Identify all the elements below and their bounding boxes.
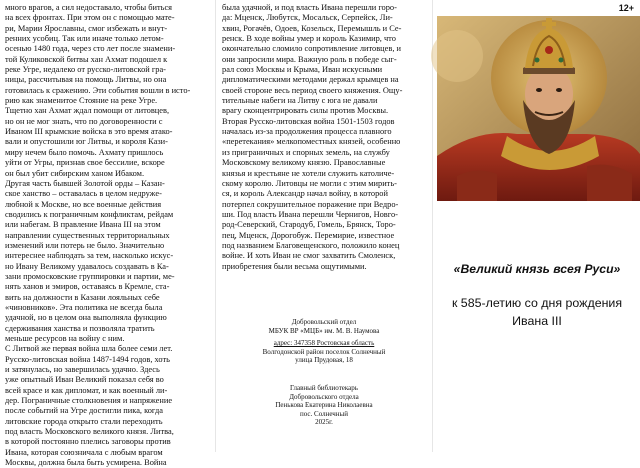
- library-block: [218, 318, 430, 335]
- address-block: [218, 339, 430, 365]
- age-rating-badge: 12+: [618, 3, 634, 13]
- author-name: Пенькова Екатерина Николаевна: [275, 401, 373, 410]
- address-line-3: улица Прудовая, 18: [295, 356, 353, 365]
- publication-year: 2025г.: [315, 418, 333, 427]
- author-department: Добровольского отдела: [289, 392, 359, 401]
- history-text-part2: была удачной, и под власть Ивана перешли горо- да: Мценск, Любутск, Мосальск, Серпейск, Ли- хвин, Рогачёв, Одоев, Козельск, Перемышль и Се- ренск. В ходе войны умер и король Казимир, что окончательно сломило сопротивление литовцев, и они запросили мира. Важную роль в победе сыг- рал союз Москвы и Крыма, Иван искусными дипломатическими методами держал крымцев на своей стороне весь период своего княжения. Ощу- тительные набеги на Литву с юга не давали врагу сконцентрировать силы против Москвы. Вторая Русско-литовская война 1501-1503 годов началась из-за продолжения процесса плавного «перетекания» мелкопоместных князей, особенно из приграничных и спорных земель, на службу Московскому великому князю. Православные князья и крестьяне не хотели служить католиче- скому королю. Литовцы не могли с этим мирить- ся, и король Александр начал войну, в которой потерпел сокрушительное поражение при Ведро- ши. Под власть Ивана перешли Чернигов, Новго- род-Северский, Стародуб, Гомель, Брянск, Торо- пец, Мценск, Дорогобуж. Перемирие, известное под названием Благовещенского, положило конец войне. И хоть Иван не смог захватить Смоленск, приобретения были весьма ощутимыми.: [222, 3, 403, 271]
- publication-place: пос. Солнечный: [300, 409, 348, 418]
- ivan-iii-portrait: [437, 16, 640, 201]
- booklet-title: «Великий князь всея Руси»: [453, 262, 621, 276]
- portrait-illustration: [437, 16, 640, 201]
- org-name: Добровольский отдел: [291, 318, 357, 326]
- booklet-subtitle: [434, 294, 640, 330]
- author-position: Главный библиотекарь: [290, 384, 358, 392]
- org-full-name: МБУК ВР «МЦБ» им. М. В. Наумова: [268, 326, 380, 335]
- fold-line-right: [432, 0, 433, 452]
- ruler-name: Ивана III: [512, 314, 562, 328]
- author-block: [218, 384, 430, 427]
- history-text-part1: много врагов, а сил недоставало, чтобы биться на всех фронтах. При этом он с помощью мате- ри, Марии Ярославны, смог избежать и внут- ренних усобиц. Так или иначе только летом- осенью 1480 года, через сто лет после знамени- той Куликовской битвы хан Ахмат подошел к реке Угре, недалеко от русско-литовской гра- ницы, рассчитывая на помощь Литвы, но она готовилась к сражению. Эти события вошли в исто- рию как знаменитое Стояние на реке Угре. Тщетно хан Ахмат ждал помощи от литовцев, но он не мог знать, что по договоренности с Иваном III крымские войска в это время атако- вали и опустошили юг Литвы, и короля Кази- миру нечем было помочь. Ахмату пришлось уйти от Угры, признав свое бессилие, вскоре он был убит сибирским ханом Ибаком. Другая часть бывшей Золотой орды – Казан- ское ханство – оставалась в целом недруже- любной к Москве, но все военные действия сводились к пограничным конфликтам, рейдам или набегам. В правление Ивана III на этом направлении существенных территориальных изменений или потерь не было. Значительно интереснее наблюдать за тем, насколько искус- но Ивану Великому удавалось создавать в Ка- зани промосковские группировки и партии, ме- нять ханов и эмиров, оставаясь в Кремле, ста- вить на должности в Казани лояльных себе «чиновников». Эта политика не всегда была удачной, но в целом она выполняла функцию сдерживания ханства и позволяла тратить меньше ресурсов на войну с ним. С Литвой же первая война шла более семи лет. Русско-литовская война 1487-1494 годов, хоть и затянулась, но завершилась удачно. Здесь уже опытный Иван Великий показал себя во всей красе и как дипломат, и как военный ли- дер. Пограничные столкновения и напряжение после событий на Угре достигли пика, когда литовские города открыто стали переходить под власть Московского великого князя. Литва, в которой постоянно плелись заговоры против Ивана, которая союзничала с любым врагом Москвы, должна была быть усмирена. Война: [5, 3, 191, 468]
- address-line-1: адрес: 347358 Ростовская область: [273, 339, 375, 347]
- address-line-2: Волгодонской район поселок Солнечный: [262, 347, 386, 356]
- text-column-left: [0, 0, 212, 468]
- fold-line-left: [215, 0, 216, 452]
- anniversary-line: к 585-летию со дня рождения: [451, 296, 623, 310]
